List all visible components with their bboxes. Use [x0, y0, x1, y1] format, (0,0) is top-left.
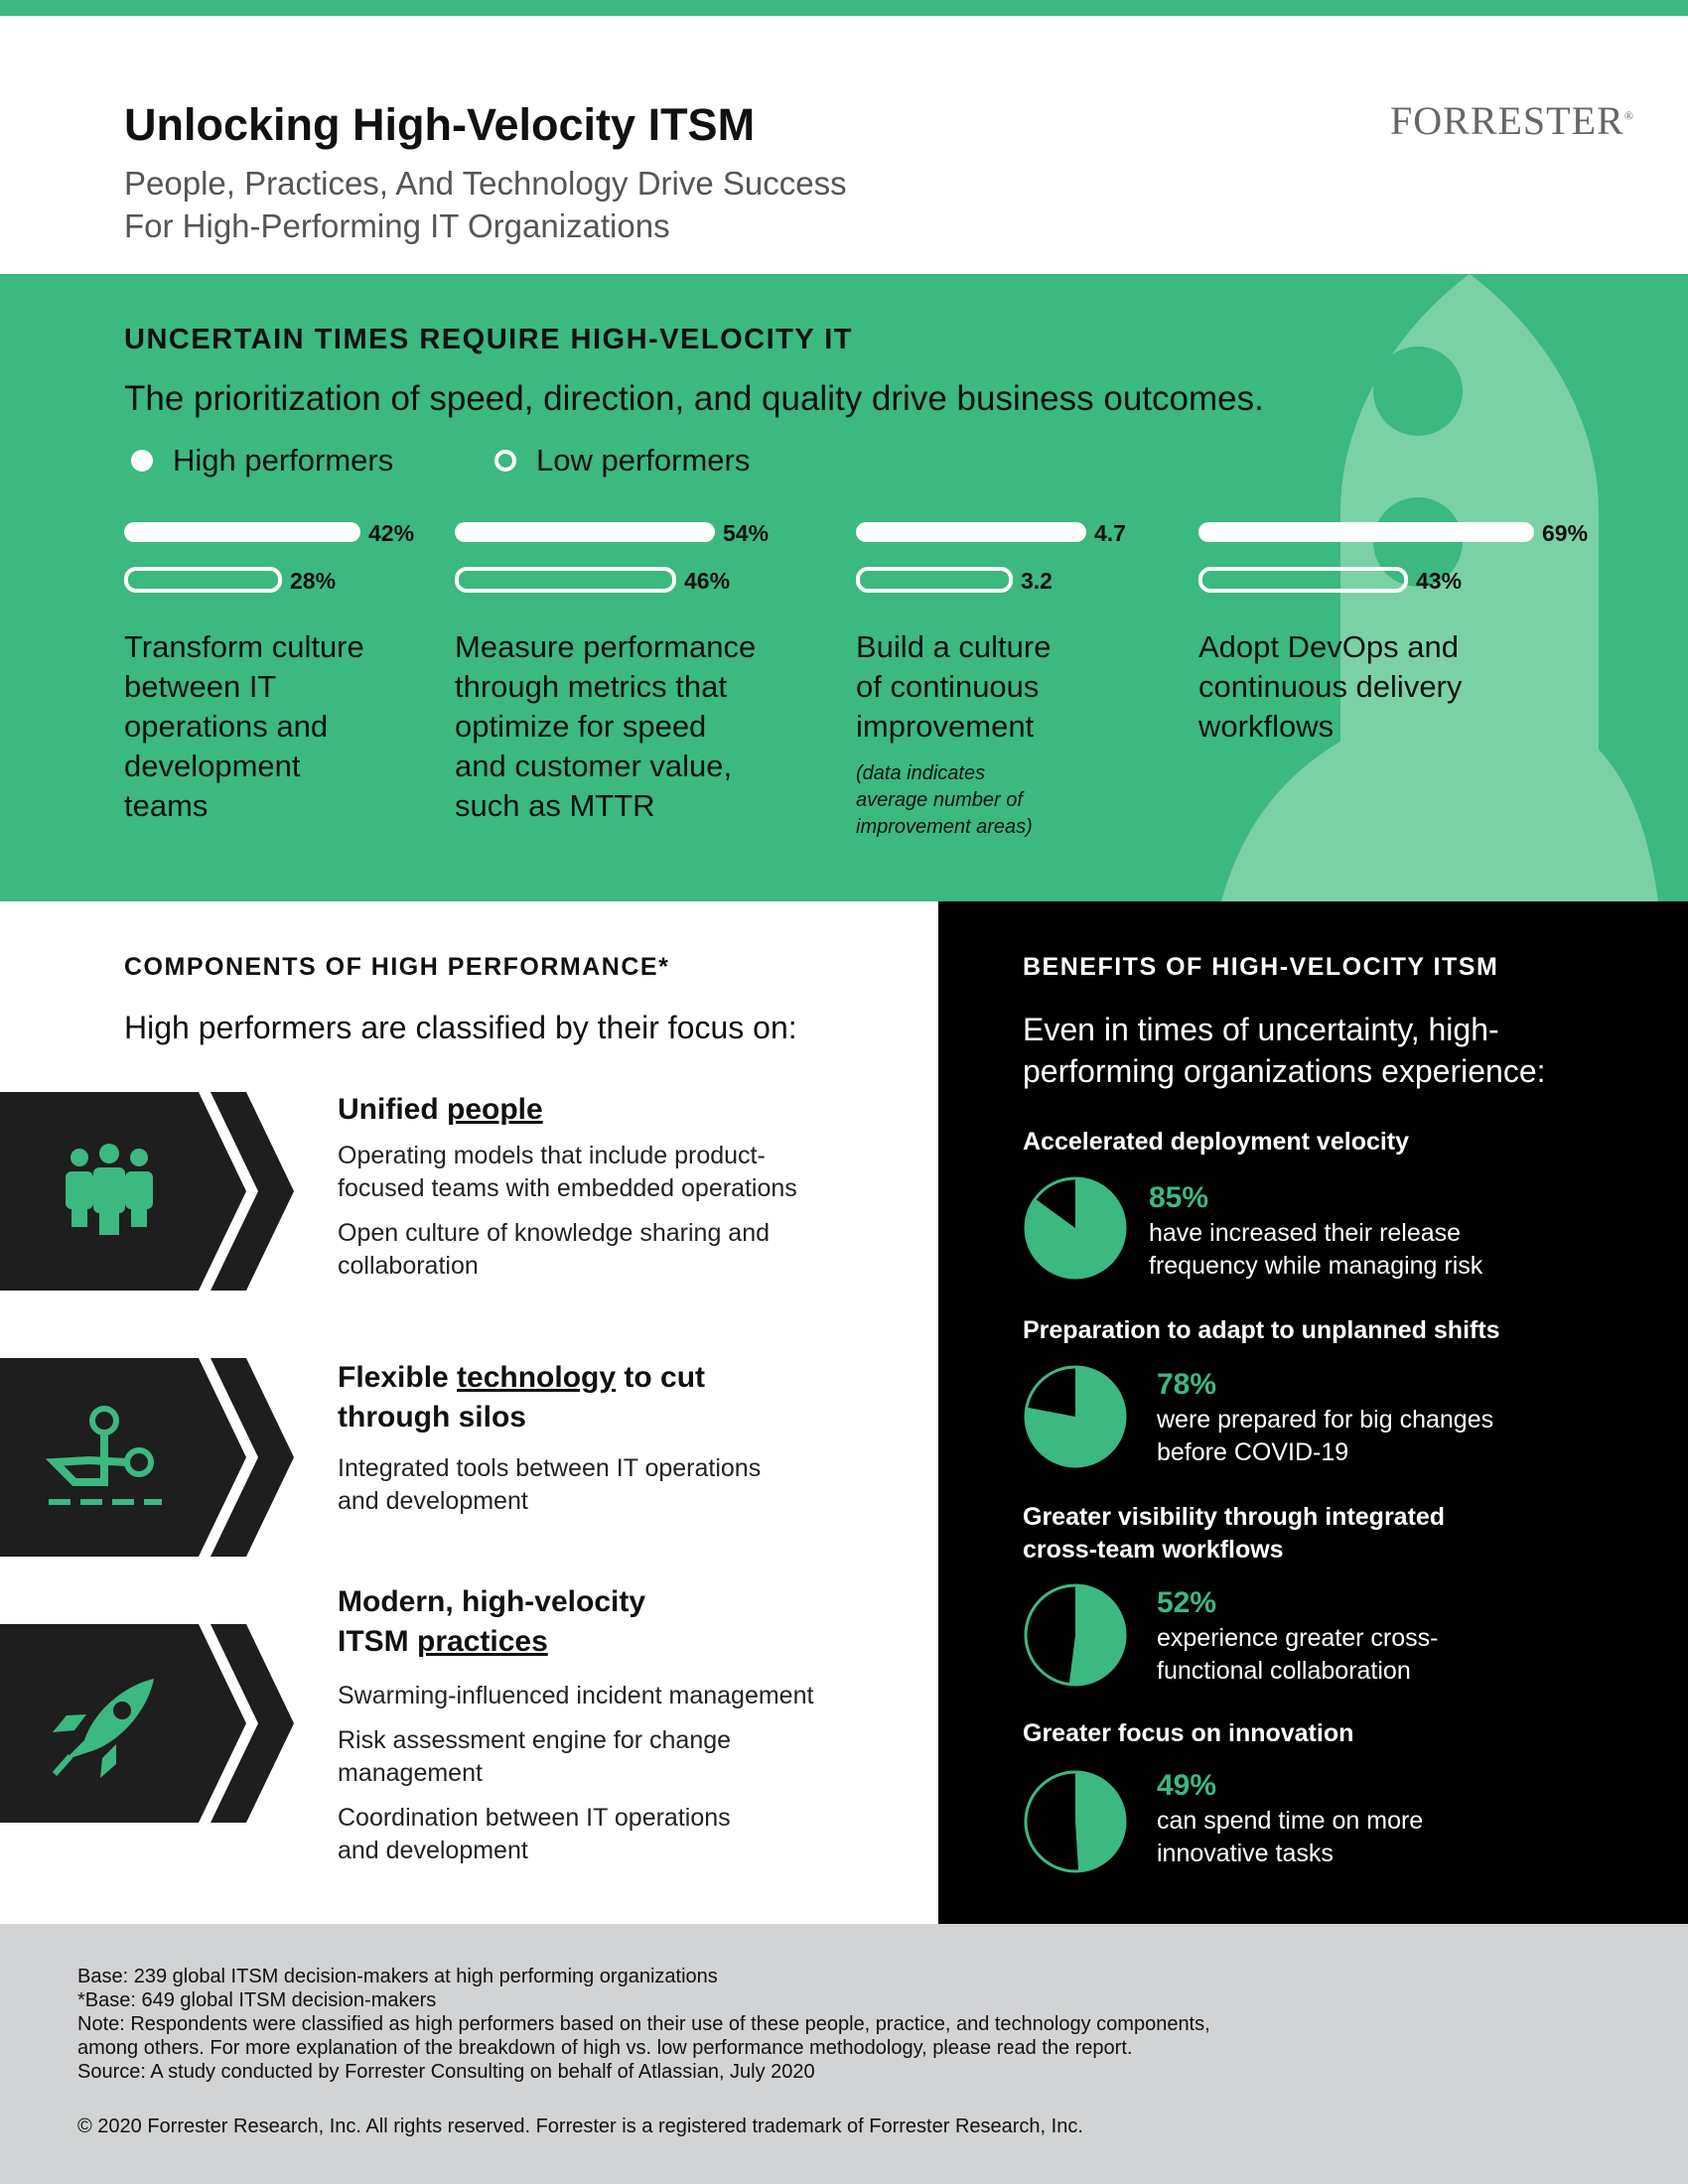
benefit-heading: Greater focus on innovation	[1023, 1719, 1354, 1747]
bar-high-performers	[124, 522, 360, 542]
components-heading: COMPONENTS OF HIGH PERFORMANCE*	[124, 953, 670, 981]
bar-value-label: 42%	[368, 520, 415, 546]
component-line: Integrated tools between IT operations	[338, 1454, 762, 1482]
title-underlined: technology	[457, 1361, 617, 1394]
note-line: average number of	[856, 789, 1023, 811]
title-underlined: people	[447, 1093, 543, 1126]
component-title-technology	[338, 1358, 705, 1437]
category-label-line: of continuous	[856, 669, 1040, 704]
benefits-section	[938, 901, 1688, 1924]
footer-line: *Base: 649 global ITSM decision-makers	[77, 1989, 437, 2011]
benefit-percent: 78%	[1157, 1368, 1217, 1401]
copyright: © 2020 Forrester Research, Inc. All rights reserved. Forrester is a registered trademark of Forrester Research, Inc.	[77, 2116, 1083, 2137]
title-line	[338, 1622, 645, 1662]
category-label	[455, 627, 756, 826]
top-accent-bar	[0, 0, 1688, 16]
benefit-pie	[1023, 1582, 1128, 1688]
component-line: Open culture of knowledge sharing and	[338, 1219, 771, 1247]
category-label-line: such as MTTR	[455, 788, 655, 823]
bar-low-performers	[856, 567, 1013, 593]
bar-value-label: 4.7	[1094, 520, 1126, 546]
note-line: (data indicates	[856, 762, 986, 784]
subheading-line: performing organizations experience:	[1023, 1053, 1546, 1089]
category-label-line: operations and	[124, 709, 329, 744]
heading-line: cross-team workflows	[1023, 1536, 1284, 1564]
component-line: focused teams with embedded operations	[338, 1174, 797, 1202]
category-label-line: Build a culture	[856, 629, 1052, 664]
benefit-percent: 52%	[1157, 1586, 1217, 1619]
benefit-heading: Accelerated deployment velocity	[1023, 1128, 1410, 1156]
component-line: and development	[338, 1837, 528, 1864]
category-label-line: continuous delivery	[1198, 669, 1463, 704]
title-line: through silos	[338, 1401, 526, 1433]
benefit-text: functional collaboration	[1157, 1657, 1411, 1685]
bar-value-label: 3.2	[1021, 568, 1053, 594]
bar-high-performers	[1198, 522, 1534, 542]
people-icon	[60, 1140, 159, 1239]
component-line: Risk assessment engine for change	[338, 1726, 732, 1754]
component-title-practices	[338, 1582, 645, 1662]
benefit-text: frequency while managing risk	[1149, 1252, 1483, 1280]
forrester-logo: FORRESTER®	[1390, 98, 1634, 143]
component-line: management	[338, 1759, 483, 1787]
benefit-text: before COVID-19	[1157, 1438, 1349, 1466]
page-title: Unlocking High-Velocity ITSM	[124, 99, 756, 150]
bar-low-performers	[1198, 567, 1408, 593]
benefit-percent: 85%	[1149, 1181, 1209, 1214]
components-subheading: High performers are classified by their focus on:	[124, 1010, 797, 1045]
benefit-heading: Preparation to adapt to unplanned shifts	[1023, 1316, 1500, 1344]
bar-value-label: 69%	[1542, 520, 1589, 546]
category-label-line: Adopt DevOps and	[1198, 629, 1459, 664]
legend-low-label: Low performers	[536, 443, 751, 478]
component-line: and development	[338, 1487, 528, 1515]
benefits-subheading	[1023, 1009, 1546, 1092]
component-line: collaboration	[338, 1252, 479, 1280]
footer-line: among others. For more explanation of the breakdown of high vs. low performance methodology, please read the report.	[77, 2037, 1133, 2059]
velocity-heading: UNCERTAIN TIMES REQUIRE HIGH-VELOCITY IT	[124, 324, 854, 355]
category-label-line: through metrics that	[455, 669, 727, 704]
bar-value-label: 54%	[723, 520, 770, 546]
component-title-people	[338, 1090, 543, 1130]
scissors-icon	[45, 1403, 164, 1512]
legend-high-label: High performers	[173, 443, 394, 478]
category-label-line: workflows	[1198, 709, 1335, 744]
category-label	[1198, 627, 1462, 747]
bar-high-performers	[455, 522, 715, 542]
components-section	[0, 901, 938, 1924]
category-label-line: optimize for speed	[455, 709, 707, 744]
legend-high-swatch	[131, 450, 153, 472]
benefit-text: innovative tasks	[1157, 1840, 1334, 1867]
pie-slice	[1069, 1585, 1125, 1685]
rocket-icon	[45, 1671, 164, 1780]
benefit-pie	[1023, 1175, 1128, 1281]
bar-value-label: 43%	[1416, 568, 1463, 594]
subtitle-line: People, Practices, And Technology Drive Success	[124, 165, 847, 202]
benefit-text: experience greater cross-	[1157, 1624, 1439, 1652]
bar-low-performers	[124, 567, 282, 593]
legend-low-swatch	[494, 450, 516, 472]
component-line: Coordination between IT operations	[338, 1804, 731, 1832]
pie-slice	[1075, 1772, 1125, 1871]
bar-value-label: 46%	[684, 568, 731, 594]
category-label	[856, 627, 1051, 747]
category-label	[124, 627, 364, 826]
legend-low	[494, 443, 750, 478]
bar-value-label: 28%	[290, 568, 337, 594]
category-label-line: and customer value,	[455, 749, 733, 783]
benefit-heading	[1023, 1501, 1445, 1567]
benefit-text: have increased their release	[1149, 1219, 1462, 1247]
note-line: improvement areas)	[856, 816, 1033, 838]
component-line: Operating models that include product-	[338, 1142, 766, 1169]
velocity-section	[0, 274, 1688, 901]
subheading-line: Even in times of uncertainty, high-	[1023, 1012, 1499, 1047]
bar-high-performers	[856, 522, 1086, 542]
benefit-pie	[1023, 1364, 1128, 1469]
category-label-line: Measure performance	[455, 629, 757, 664]
legend-high	[131, 443, 393, 478]
velocity-subheading: The prioritization of speed, direction, and quality drive business outcomes.	[124, 379, 1264, 418]
subtitle-line: For High-Performing IT Organizations	[124, 207, 670, 244]
component-line: Swarming-influenced incident management	[338, 1682, 814, 1709]
title-text: to cut	[616, 1361, 706, 1394]
category-label-line: development	[124, 749, 301, 783]
category-label-line: teams	[124, 788, 209, 823]
benefit-pie	[1023, 1769, 1128, 1874]
category-label-line: Transform culture	[124, 629, 364, 664]
page-subtitle	[124, 162, 1018, 247]
benefit-text: were prepared for big changes	[1157, 1406, 1494, 1433]
category-label-line: between IT	[124, 669, 277, 704]
title-line: Modern, high-velocity	[338, 1585, 646, 1618]
benefit-text: can spend time on more	[1157, 1807, 1424, 1835]
footer-line: Source: A study conducted by Forrester Consulting on behalf of Atlassian, July 2020	[77, 2061, 815, 2083]
title-text: Flexible	[338, 1361, 458, 1394]
logo-text: FORRESTER	[1390, 98, 1624, 143]
footer-line: Note: Respondents were classified as high performers based on their use of these people, practice, and technology components,	[77, 2013, 1210, 2035]
category-label-line: improvement	[856, 709, 1035, 744]
title-line	[338, 1358, 705, 1398]
title-underlined: practices	[417, 1625, 548, 1658]
benefit-percent: 49%	[1157, 1769, 1217, 1802]
bar-low-performers	[455, 567, 676, 593]
improvement-note	[856, 760, 1033, 841]
footer-line: Base: 239 global ITSM decision-makers at high performing organizations	[77, 1966, 718, 1987]
footer	[0, 1924, 1688, 2184]
title-text: ITSM	[338, 1625, 417, 1658]
benefits-heading: BENEFITS OF HIGH-VELOCITY ITSM	[1023, 953, 1499, 981]
heading-line: Greater visibility through integrated	[1023, 1503, 1446, 1531]
title-text: Unified	[338, 1093, 447, 1126]
